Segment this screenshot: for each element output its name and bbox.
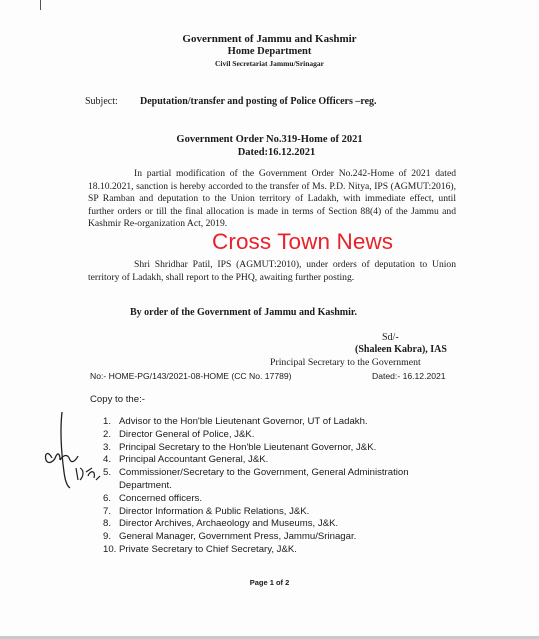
list-item: 5. Commissioner/Secretary to the Government, General Administration Department.: [103, 467, 409, 491]
signatory-designation: Principal Secretary to the Government: [270, 357, 421, 368]
copy-to-list: [103, 416, 463, 557]
signatory-name: (Shaleen Kabra), IAS: [355, 344, 447, 355]
header-government: Government of Jammu and Kashmir: [182, 33, 357, 45]
list-item: 9. General Manager, Government Press, Jammu/Srinagar.: [103, 531, 357, 543]
list-item: 4. Principal Accountant General, J&K.: [103, 454, 269, 466]
list-item: 6. Concerned officers.: [103, 492, 203, 504]
list-item: 8. Director Archives, Archaeology and Museums, J&K.: [103, 518, 339, 530]
header-secretariat: Civil Secretariat Jammu/Srinagar: [214, 59, 324, 68]
order-number: Government Order No.319-Home of 2021: [176, 134, 363, 145]
list-item: 7. Director Information & Public Relations, J&K.: [103, 505, 310, 517]
by-order-line: By order of the Government of Jammu and Kashmir.: [130, 307, 357, 318]
list-item: 1. Advisor to the Hon'ble Lieutenant Governor, UT of Ladakh.: [103, 416, 368, 427]
reference-number: No:- HOME-PG/143/2021-08-HOME (CC No. 17789): [90, 371, 292, 381]
body-paragraph-2: Shri Shridhar Patil, IPS (AGMUT:2010), under orders of deputation to Union territory of Ladakh, shall report to the PHQ, awaiting further posting.: [88, 259, 456, 283]
list-item: 10. Private Secretary to Chief Secretary, J&K.: [103, 543, 297, 555]
list-item: 2. Director General of Police, J&K.: [103, 428, 255, 440]
body-paragraph-1: In partial modification of the Government Order No.242-Home of 2021 dated 18.10.2021, sanction is hereby accorded to the transfer of Ms. P.D. Nitya, IPS (AGMUT:2016), SP Ramban and deputation to the Union territory of Ladakh, with immediate effect, until further orders or till the final allocation is made in terms of Section 88(4) of the Jammu and Kashmir Re-organization Act, 2019.: [88, 168, 456, 230]
scan-edge-mark: [40, 0, 41, 10]
signature-sd: Sd/-: [382, 332, 399, 343]
reference-date: Dated:- 16.12.2021: [372, 371, 446, 381]
watermark-text: Cross Town News: [212, 229, 394, 254]
subject-text: Deputation/transfer and posting of Police Officers –reg.: [140, 96, 377, 107]
copy-to-label: Copy to the:-: [90, 394, 145, 405]
header-department: Home Department: [227, 46, 312, 57]
page-number: Page 1 of 2: [249, 578, 290, 587]
subject-label: Subject:: [85, 96, 118, 107]
handwritten-initials-signature: [40, 410, 110, 490]
list-item: 3. Principal Secretary to the Hon'ble Lieutenant Governor, J&K.: [103, 441, 377, 453]
order-date: Dated:16.12.2021: [237, 147, 316, 158]
